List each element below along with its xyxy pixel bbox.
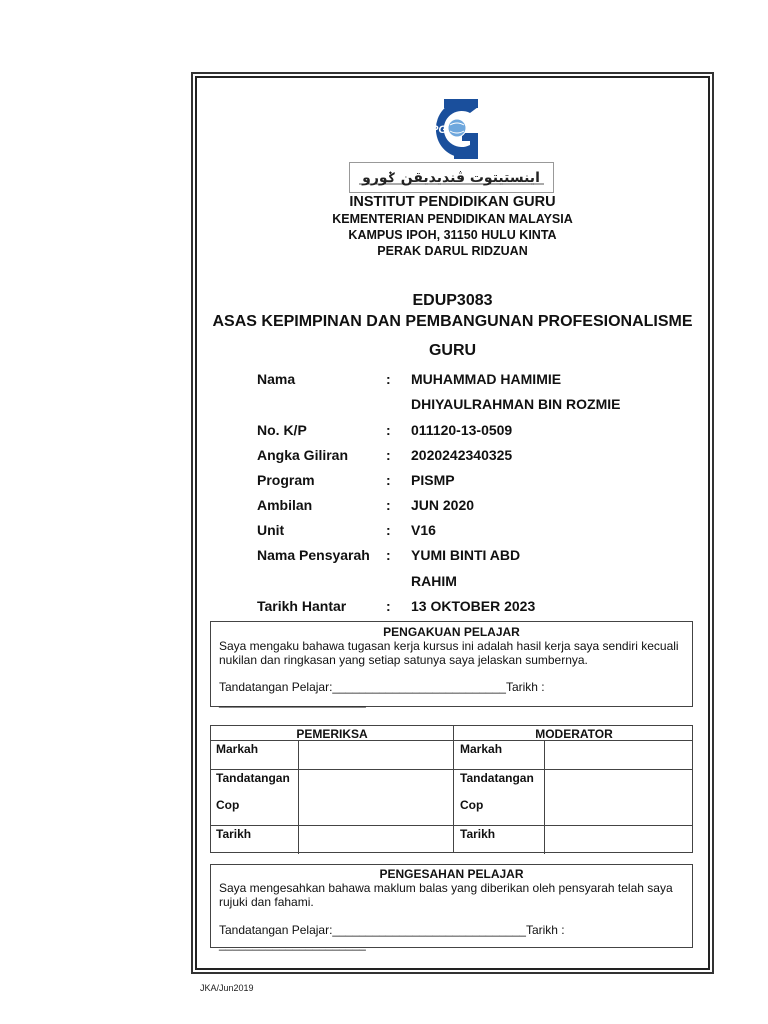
ic-value: 011120-13-0509 [411,422,513,438]
intake-label: Ambilan [257,497,313,513]
state-name: PERAK DARUL RIDZUAN [377,244,528,258]
declaration-heading: PENGAKUAN PELAJAR [383,625,520,639]
moderator-marks-label: Markah [460,742,503,756]
submit-date-value: 13 OKTOBER 2023 [411,598,536,614]
examiner-heading: PEMERIKSA [296,727,368,741]
declaration-box [210,621,693,707]
svg-text:اينستيتوت ڤنديديقن ݢورو: اينستيتوت ڤنديديقن ݢورو [362,170,540,186]
intake-value: JUN 2020 [411,497,475,513]
verification-heading: PENGESAHAN PELAJAR [379,867,524,881]
unit-label: Unit [257,522,285,538]
examiner-stamp-label: Cop [216,798,240,812]
table-divider [211,769,692,770]
unit-colon: : [386,522,391,538]
intake-colon: : [386,497,391,513]
submit-date-colon: : [386,598,391,614]
verification-signature-line[interactable]: Tandatangan Pelajar:_____________________________Tarikh : ______________________ [219,923,565,951]
program-label: Program [257,472,315,488]
examiner-marks-label: Markah [216,742,259,756]
moderator-signature-label: Tandatangan [460,771,534,785]
campus-address: KAMPUS IPOH, 31150 HULU KINTA [348,228,557,242]
form-code: JKA/Jun2019 [200,983,254,993]
course-title-continued: GURU [428,342,477,359]
ministry-name: KEMENTERIAN PENDIDIKAN MALAYSIA [332,212,573,226]
verification-text-line2: rujuki dan fahami. [219,895,314,909]
ic-colon: : [386,422,391,438]
name-label: Nama [257,371,296,387]
declaration-signature-line[interactable]: Tandatangan Pelajar:__________________________Tarikh : ______________________ [219,680,545,708]
table-divider [544,740,545,854]
declaration-text-line2: nukilan dan ringkasan yang setiap satunya saya jelaskan sumbernya. [219,653,588,667]
lecturer-value-continued: RAHIM [411,573,457,589]
name-value: MUHAMMAD HAMIMIE [411,371,562,387]
moderator-heading: MODERATOR [535,727,613,741]
roll-colon: : [386,447,391,463]
program-value: PISMP [411,472,455,488]
table-divider [211,825,692,826]
table-divider [453,726,454,852]
lecturer-value: YUMI BINTI ABD [411,547,521,563]
unit-value: V16 [411,522,436,538]
examiner-signature-label: Tandatangan [216,771,290,785]
course-code: EDUP3083 [412,292,493,309]
verification-text-line1: Saya mengesahkan bahawa maklum balas yang diberikan oleh pensyarah telah saya [219,881,673,895]
ic-label: No. K/P [257,422,307,438]
moderator-stamp-label: Cop [460,798,484,812]
roll-value: 2020242340325 [411,447,513,463]
moderator-date-label: Tarikh [460,827,496,841]
ipg-logo-icon [424,97,482,161]
roll-label: Angka Giliran [257,447,349,463]
name-value-continued: DHIYAULRAHMAN BIN ROZMIE [411,396,621,412]
institution-name: INSTITUT PENDIDIKAN GURU [349,194,556,210]
examiner-date-label: Tarikh [216,827,252,841]
lecturer-colon: : [386,547,391,563]
jawi-banner-icon [349,162,554,193]
declaration-text-line1: Saya mengaku bahawa tugasan kerja kursus ini adalah hasil kerja saya sendiri kecuali [219,639,679,653]
svg-text:iPG: iPG [428,124,447,136]
verification-box [210,864,693,951]
course-title: ASAS KEPIMPINAN DAN PEMBANGUNAN PROFESIONALISME [212,313,693,330]
assessment-table [210,725,693,853]
program-colon: : [386,472,391,488]
name-colon: : [386,371,391,387]
table-divider [298,740,299,854]
lecturer-label: Nama Pensyarah [257,547,370,563]
submit-date-label: Tarikh Hantar [257,598,347,614]
